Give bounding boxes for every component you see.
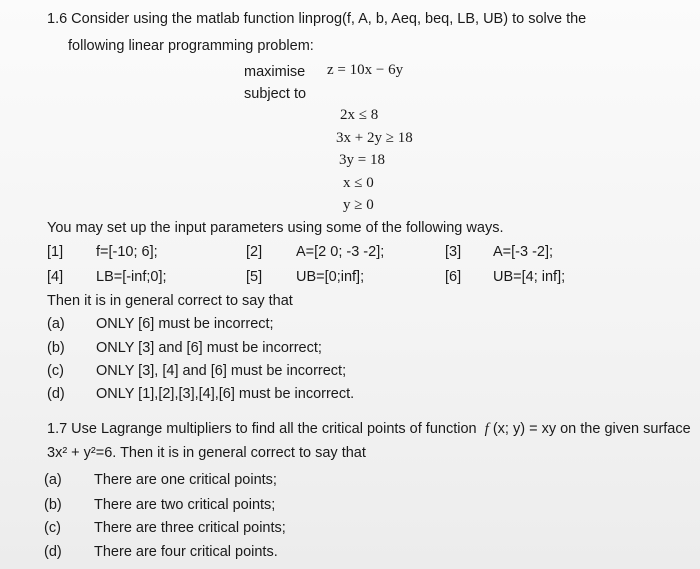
q17-function-symbol: f — [484, 421, 489, 437]
q17-option-c-text: There are three critical points; — [94, 520, 286, 536]
param-value: UB=[4; inf]; — [493, 269, 566, 285]
objective-function: z = 10x − 6y — [327, 62, 404, 78]
q17-line2: 3x² + y²=6. Then it is in general correct to say that — [47, 445, 366, 461]
param-value: A=[2 0; -3 -2]; — [296, 244, 385, 260]
maximise-label: maximise — [244, 64, 306, 80]
q17-option-a-text: There are one critical points; — [94, 472, 277, 488]
q16-then-text: Then it is in general correct to say that — [47, 293, 293, 309]
param-value: UB=[0;inf]; — [296, 269, 365, 285]
q17-option-b-text: There are two critical points; — [94, 497, 276, 513]
constraint-2: 3x + 2y ≥ 18 — [336, 130, 413, 146]
subject-to-label: subject to — [244, 86, 307, 102]
q17-option-b-label: (b) — [44, 497, 62, 513]
param-value: A=[-3 -2]; — [493, 244, 554, 260]
constraint-3: 3y = 18 — [339, 152, 385, 168]
constraint-1: 2x ≤ 8 — [340, 107, 379, 123]
param-number: [4] — [47, 269, 64, 285]
q16-option-c-label: (c) — [47, 363, 64, 379]
q17-line1-pre: 1.7 Use Lagrange multipliers to find all the critical points of function — [47, 421, 477, 437]
q16-option-d-label: (d) — [47, 386, 65, 402]
param-number: [5] — [246, 269, 263, 285]
param-number: [1] — [47, 244, 64, 260]
q16-option-c-text: ONLY [3], [4] and [6] must be incorrect; — [96, 363, 347, 379]
q17-option-a-label: (a) — [44, 472, 62, 488]
q17-option-d-text: There are four critical points. — [94, 544, 278, 560]
q17-option-d-label: (d) — [44, 544, 62, 560]
q16-option-a-label: (a) — [47, 316, 65, 332]
constraint-4: x ≤ 0 — [343, 175, 374, 191]
setup-text: You may set up the input parameters using some of the following ways. — [47, 220, 504, 236]
q16-option-a-text: ONLY [6] must be incorrect; — [96, 316, 274, 332]
q17-line1 — [47, 421, 691, 438]
q16-intro-line1: 1.6 Consider using the matlab function linprog(f, A, b, Aeq, beq, LB, UB) to solve the — [47, 11, 587, 27]
q16-option-b-text: ONLY [3] and [6] must be incorrect; — [96, 340, 322, 356]
param-number: [2] — [246, 244, 263, 260]
param-value: LB=[-inf;0]; — [96, 269, 167, 285]
constraint-5: y ≥ 0 — [343, 197, 374, 213]
q16-intro-line2: following linear programming problem: — [68, 38, 314, 54]
param-value: f=[-10; 6]; — [96, 244, 158, 260]
q17-line1-post: (x; y) = xy on the given surface — [492, 421, 691, 437]
param-number: [3] — [445, 244, 462, 260]
q16-option-d-text: ONLY [1],[2],[3],[4],[6] must be incorrect. — [96, 386, 355, 402]
q17-option-c-label: (c) — [44, 520, 61, 536]
q16-option-b-label: (b) — [47, 340, 65, 356]
param-number: [6] — [445, 269, 462, 285]
